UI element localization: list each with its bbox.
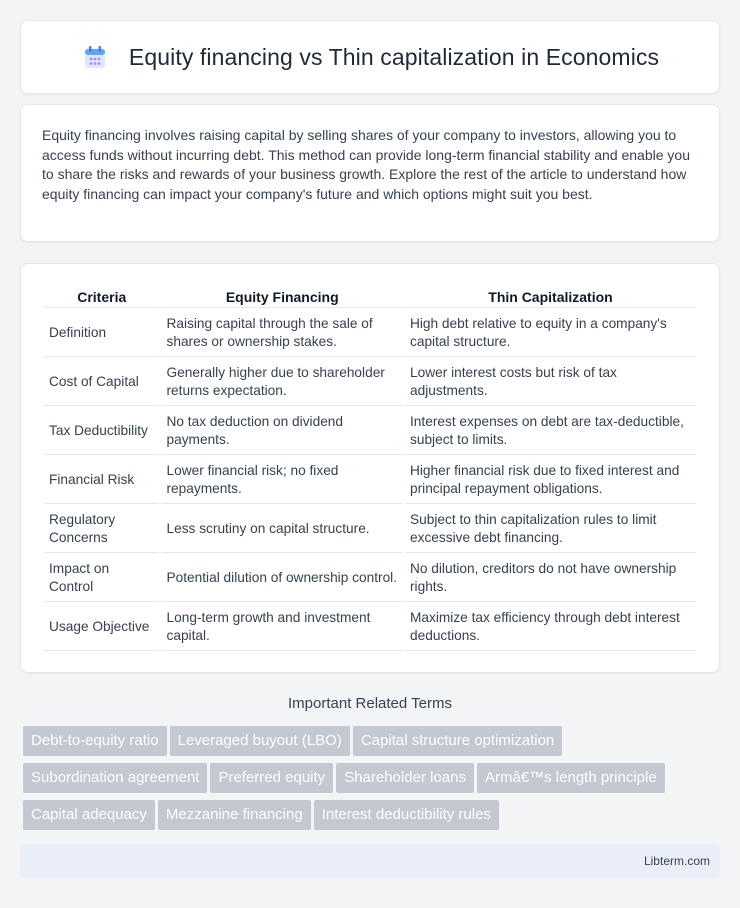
table-row — [44, 357, 696, 406]
footer-site-link[interactable]: Libterm.com — [643, 854, 710, 868]
column-header: Equity Financing — [161, 284, 403, 308]
table-cell: Cost of Capital — [44, 357, 159, 406]
table-cell: Usage Objective — [44, 602, 159, 651]
related-term-tag[interactable]: Capital adequacy — [23, 800, 155, 830]
related-term-tag[interactable]: Subordination agreement — [23, 763, 207, 793]
table-cell: Potential dilution of ownership control. — [161, 553, 403, 602]
table-row — [44, 602, 696, 651]
related-term-tag[interactable]: Mezzanine financing — [158, 800, 311, 830]
table-cell: Less scrutiny on capital structure. — [161, 504, 403, 553]
table-cell: Long-term growth and investment capital. — [161, 602, 403, 651]
intro-text: Equity financing involves raising capital by selling shares of your company to investors, allowing you to access funds without incurring debt. This method can provide long-term financial stability and enable you to share the risks and rewards of your business growth. Explore the rest of the article to understand how equity financing can impact your company's future and which options might suit you best. — [42, 127, 690, 203]
table-cell: Interest expenses on debt are tax-deductible, subject to limits. — [405, 406, 696, 455]
table-cell: Definition — [44, 308, 159, 357]
related-term-tag[interactable]: Leveraged buyout (LBO) — [170, 726, 350, 756]
table-header-row — [44, 284, 696, 308]
table-cell: Regulatory Concerns — [44, 504, 159, 553]
table-row — [44, 504, 696, 553]
related-terms-title: Important Related Terms — [288, 695, 452, 712]
page-title: Equity financing vs Thin capitalization in Economics — [128, 43, 660, 70]
table-row — [44, 308, 696, 357]
table-cell: Maximize tax efficiency through debt interest deductions. — [405, 602, 696, 651]
comparison-table-card — [20, 263, 720, 673]
intro-card — [20, 104, 720, 242]
table-cell: No tax deduction on dividend payments. — [161, 406, 403, 455]
related-term-tag[interactable]: Shareholder loans — [336, 763, 474, 793]
related-term-tag[interactable]: Armâ€™s length principle — [477, 763, 665, 793]
table-cell: Higher financial risk due to fixed interest and principal repayment obligations. — [405, 455, 696, 504]
footer — [20, 844, 720, 878]
related-term-tag[interactable]: Interest deductibility rules — [314, 800, 499, 830]
column-header: Thin Capitalization — [405, 284, 696, 308]
table-row — [44, 553, 696, 602]
table-cell: Raising capital through the sale of shares or ownership stakes. — [161, 308, 403, 357]
related-term-tag[interactable]: Capital structure optimization — [353, 726, 562, 756]
table-row — [44, 406, 696, 455]
table-cell: High debt relative to equity in a company's capital structure. — [405, 308, 696, 357]
table-cell: Financial Risk — [44, 455, 159, 504]
column-header: Criteria — [44, 284, 159, 308]
related-term-tag[interactable]: Preferred equity — [210, 763, 333, 793]
table-cell: Lower financial risk; no fixed repayments. — [161, 455, 403, 504]
table-cell: No dilution, creditors do not have ownership rights. — [405, 553, 696, 602]
calendar-icon — [81, 43, 109, 71]
related-terms-tags — [23, 726, 723, 837]
header-card — [20, 20, 720, 94]
table-cell: Impact on Control — [44, 553, 159, 602]
table-cell: Lower interest costs but risk of tax adjustments. — [405, 357, 696, 406]
table-cell: Subject to thin capitalization rules to limit excessive debt financing. — [405, 504, 696, 553]
table-cell: Generally higher due to shareholder returns expectation. — [161, 357, 403, 406]
related-term-tag[interactable]: Debt-to-equity ratio — [23, 726, 167, 756]
comparison-table — [42, 284, 698, 651]
table-row — [44, 455, 696, 504]
table-cell: Tax Deductibility — [44, 406, 159, 455]
